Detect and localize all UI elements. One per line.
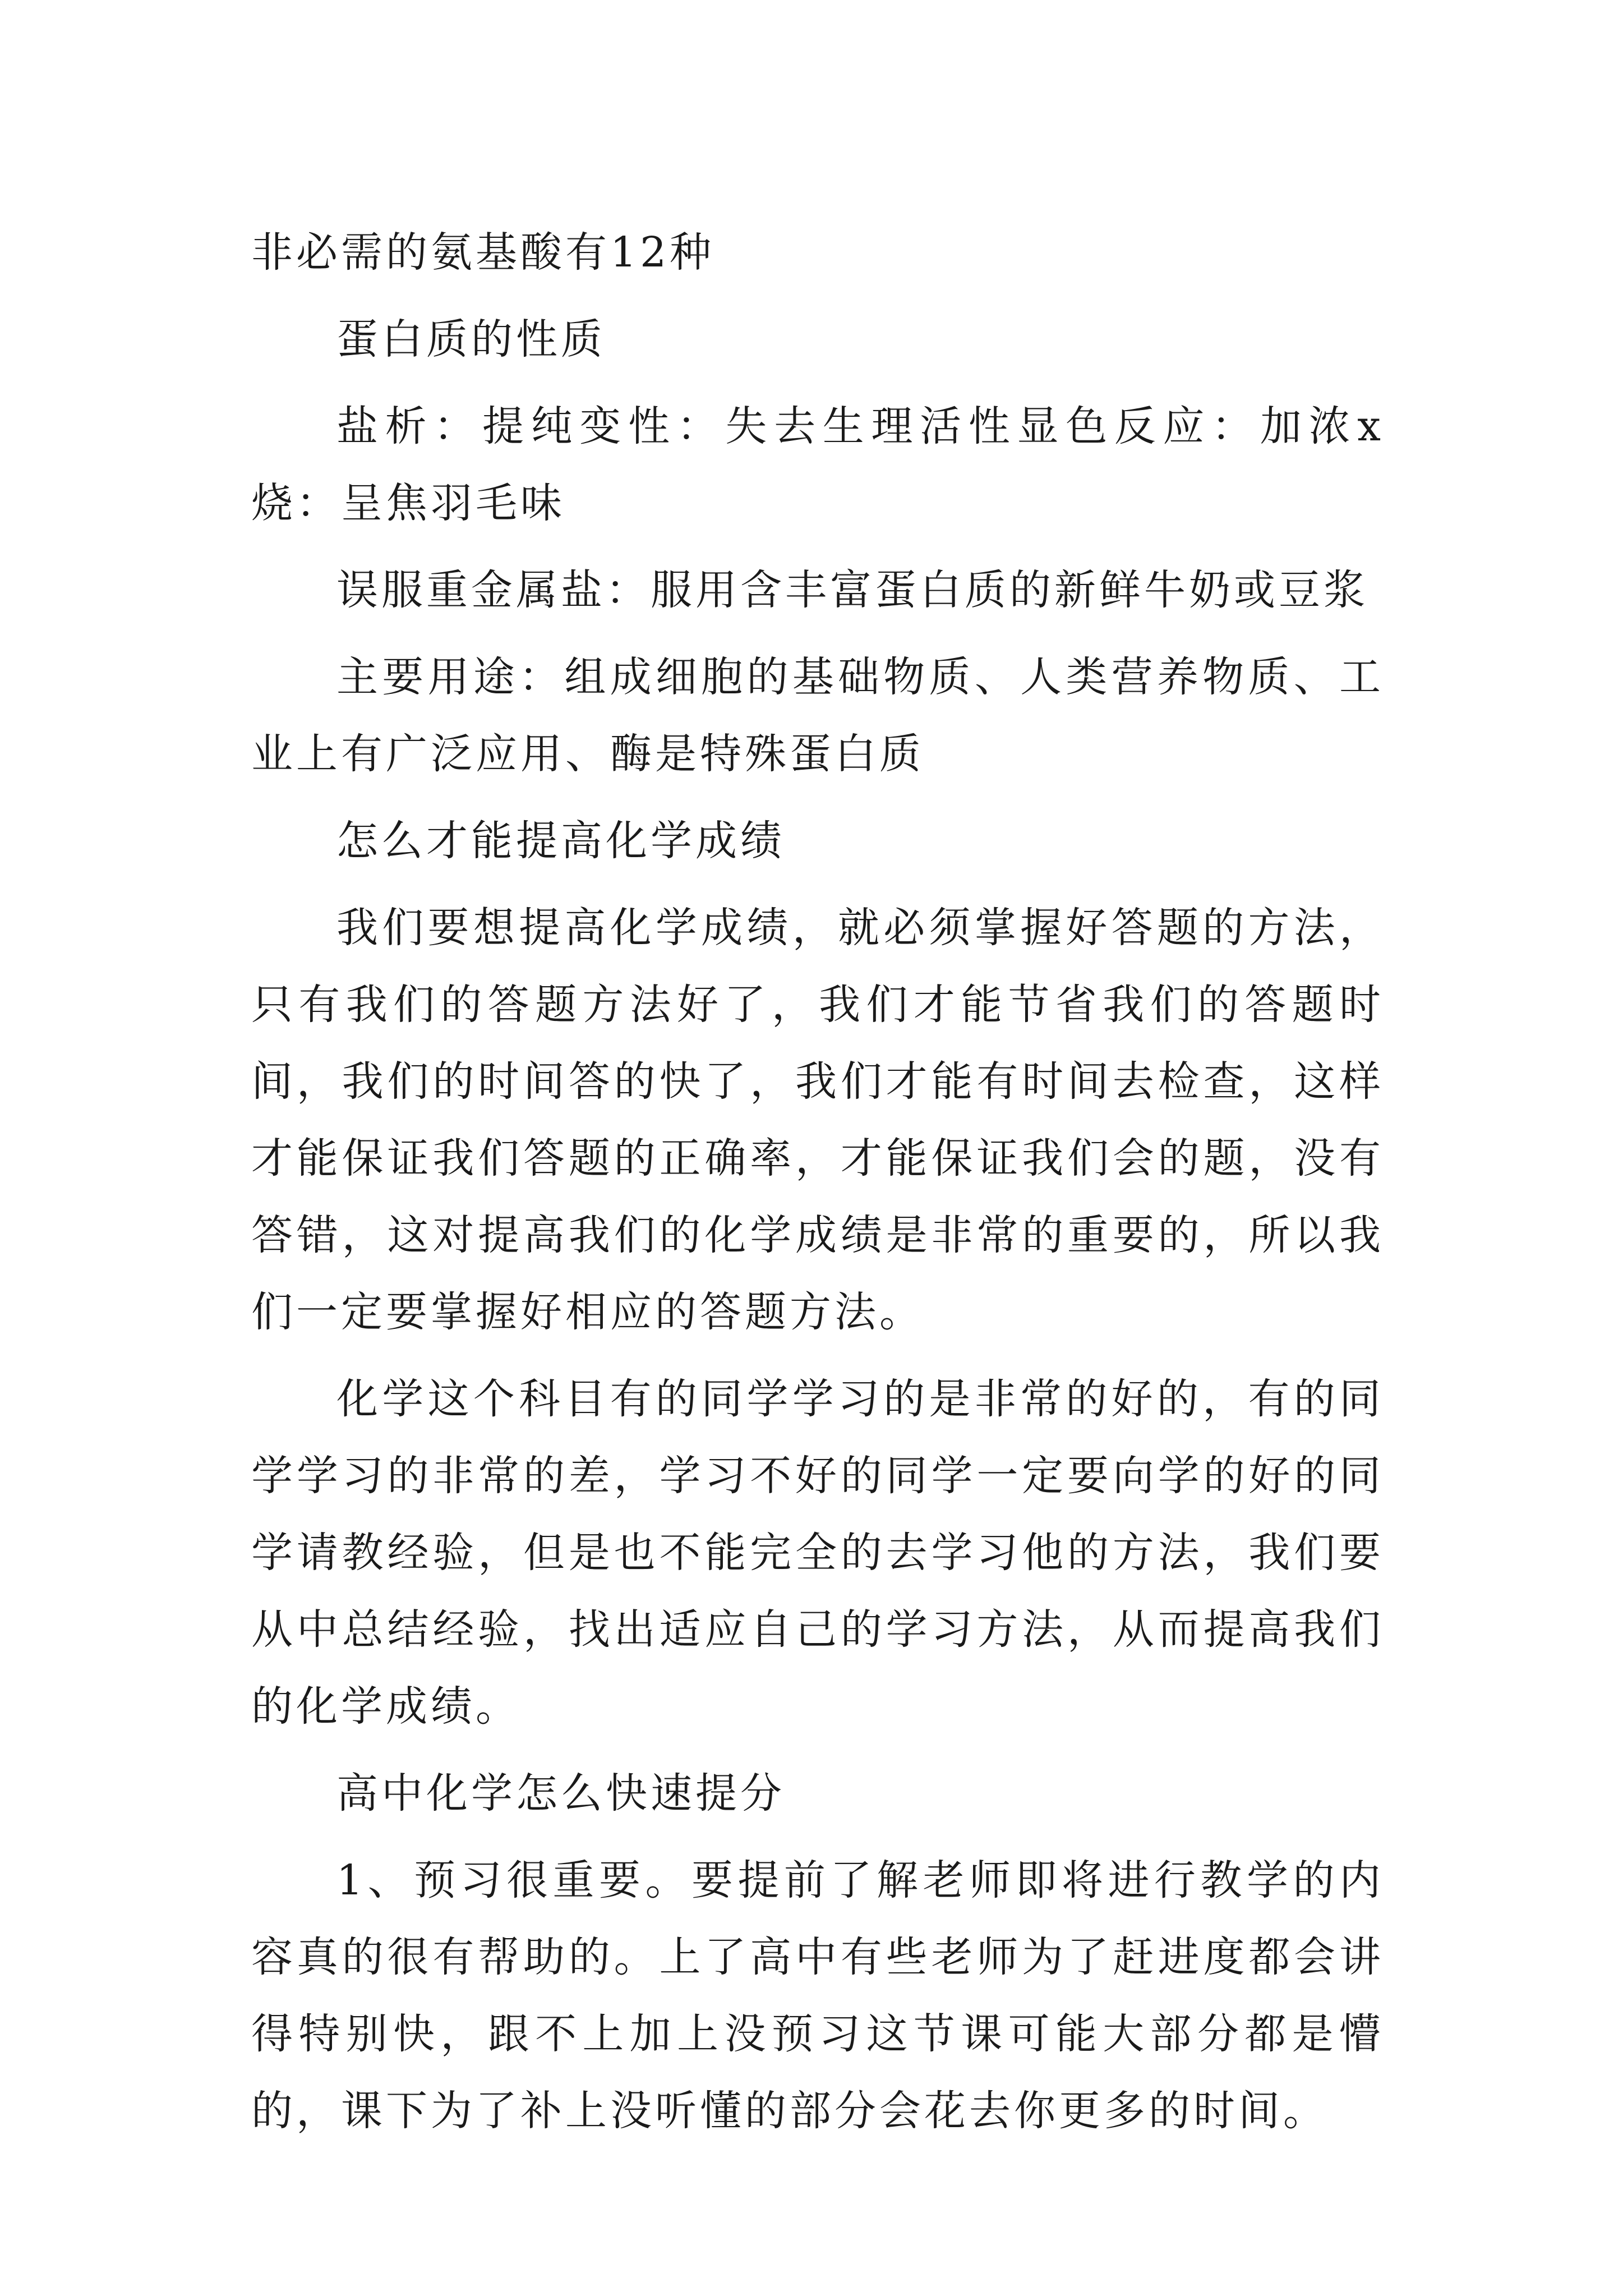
paragraph-learn-experience: 化学这个科目有的同学学习的是非常的好的，有的同学学习的非常的差，学习不好的同学一定要向学的好的同学请教经验，但是也不能完全的去学习他的方法，我们要从中总结经验，找出适应自己的学习方法，从而提高我们的化学成绩。 [251,1375,1384,1731]
paragraph-heavy-metal: 误服重金属盐：服用含丰富蛋白质的新鲜牛奶或豆浆 [336,566,1368,614]
heading-improve-grades: 怎么才能提高化学成绩 [336,817,785,865]
paragraph-main-uses: 主要用途：组成细胞的基础物质、人类营养物质、工业上有广泛应用、酶是特殊蛋白质 [251,653,1384,778]
paragraph-salting-out: 盐析：提纯变性：失去生理活性显色反应：加浓x烧：呈焦羽毛味 [251,402,1384,527]
heading-quick-improve: 高中化学怎么快速提分 [336,1769,785,1818]
document-page [251,214,1384,2150]
heading-protein-properties: 蛋白质的性质 [336,315,606,364]
paragraph-amino-acids: 非必需的氨基酸有12种 [251,228,715,277]
paragraph-preview: 1、预习很重要。要提前了解老师即将进行教学的内容真的很有帮助的。上了高中有些老师为了赶进度都会讲得特别快，跟不上加上没预习这节课可能大部分都是懵的，课下为了补上没听懂的部分会花去你更多的时间。 [251,1856,1384,2135]
paragraph-answer-method: 我们要想提高化学成绩，就必须掌握好答题的方法，只有我们的答题方法好了，我们才能节省我们的答题时间，我们的时间答的快了，我们才能有时间去检查，这样才能保证我们答题的正确率，才能保证我们会的题，没有答错，这对提高我们的化学成绩是非常的重要的，所以我们一定要掌握好相应的答题方法。 [251,904,1384,1336]
